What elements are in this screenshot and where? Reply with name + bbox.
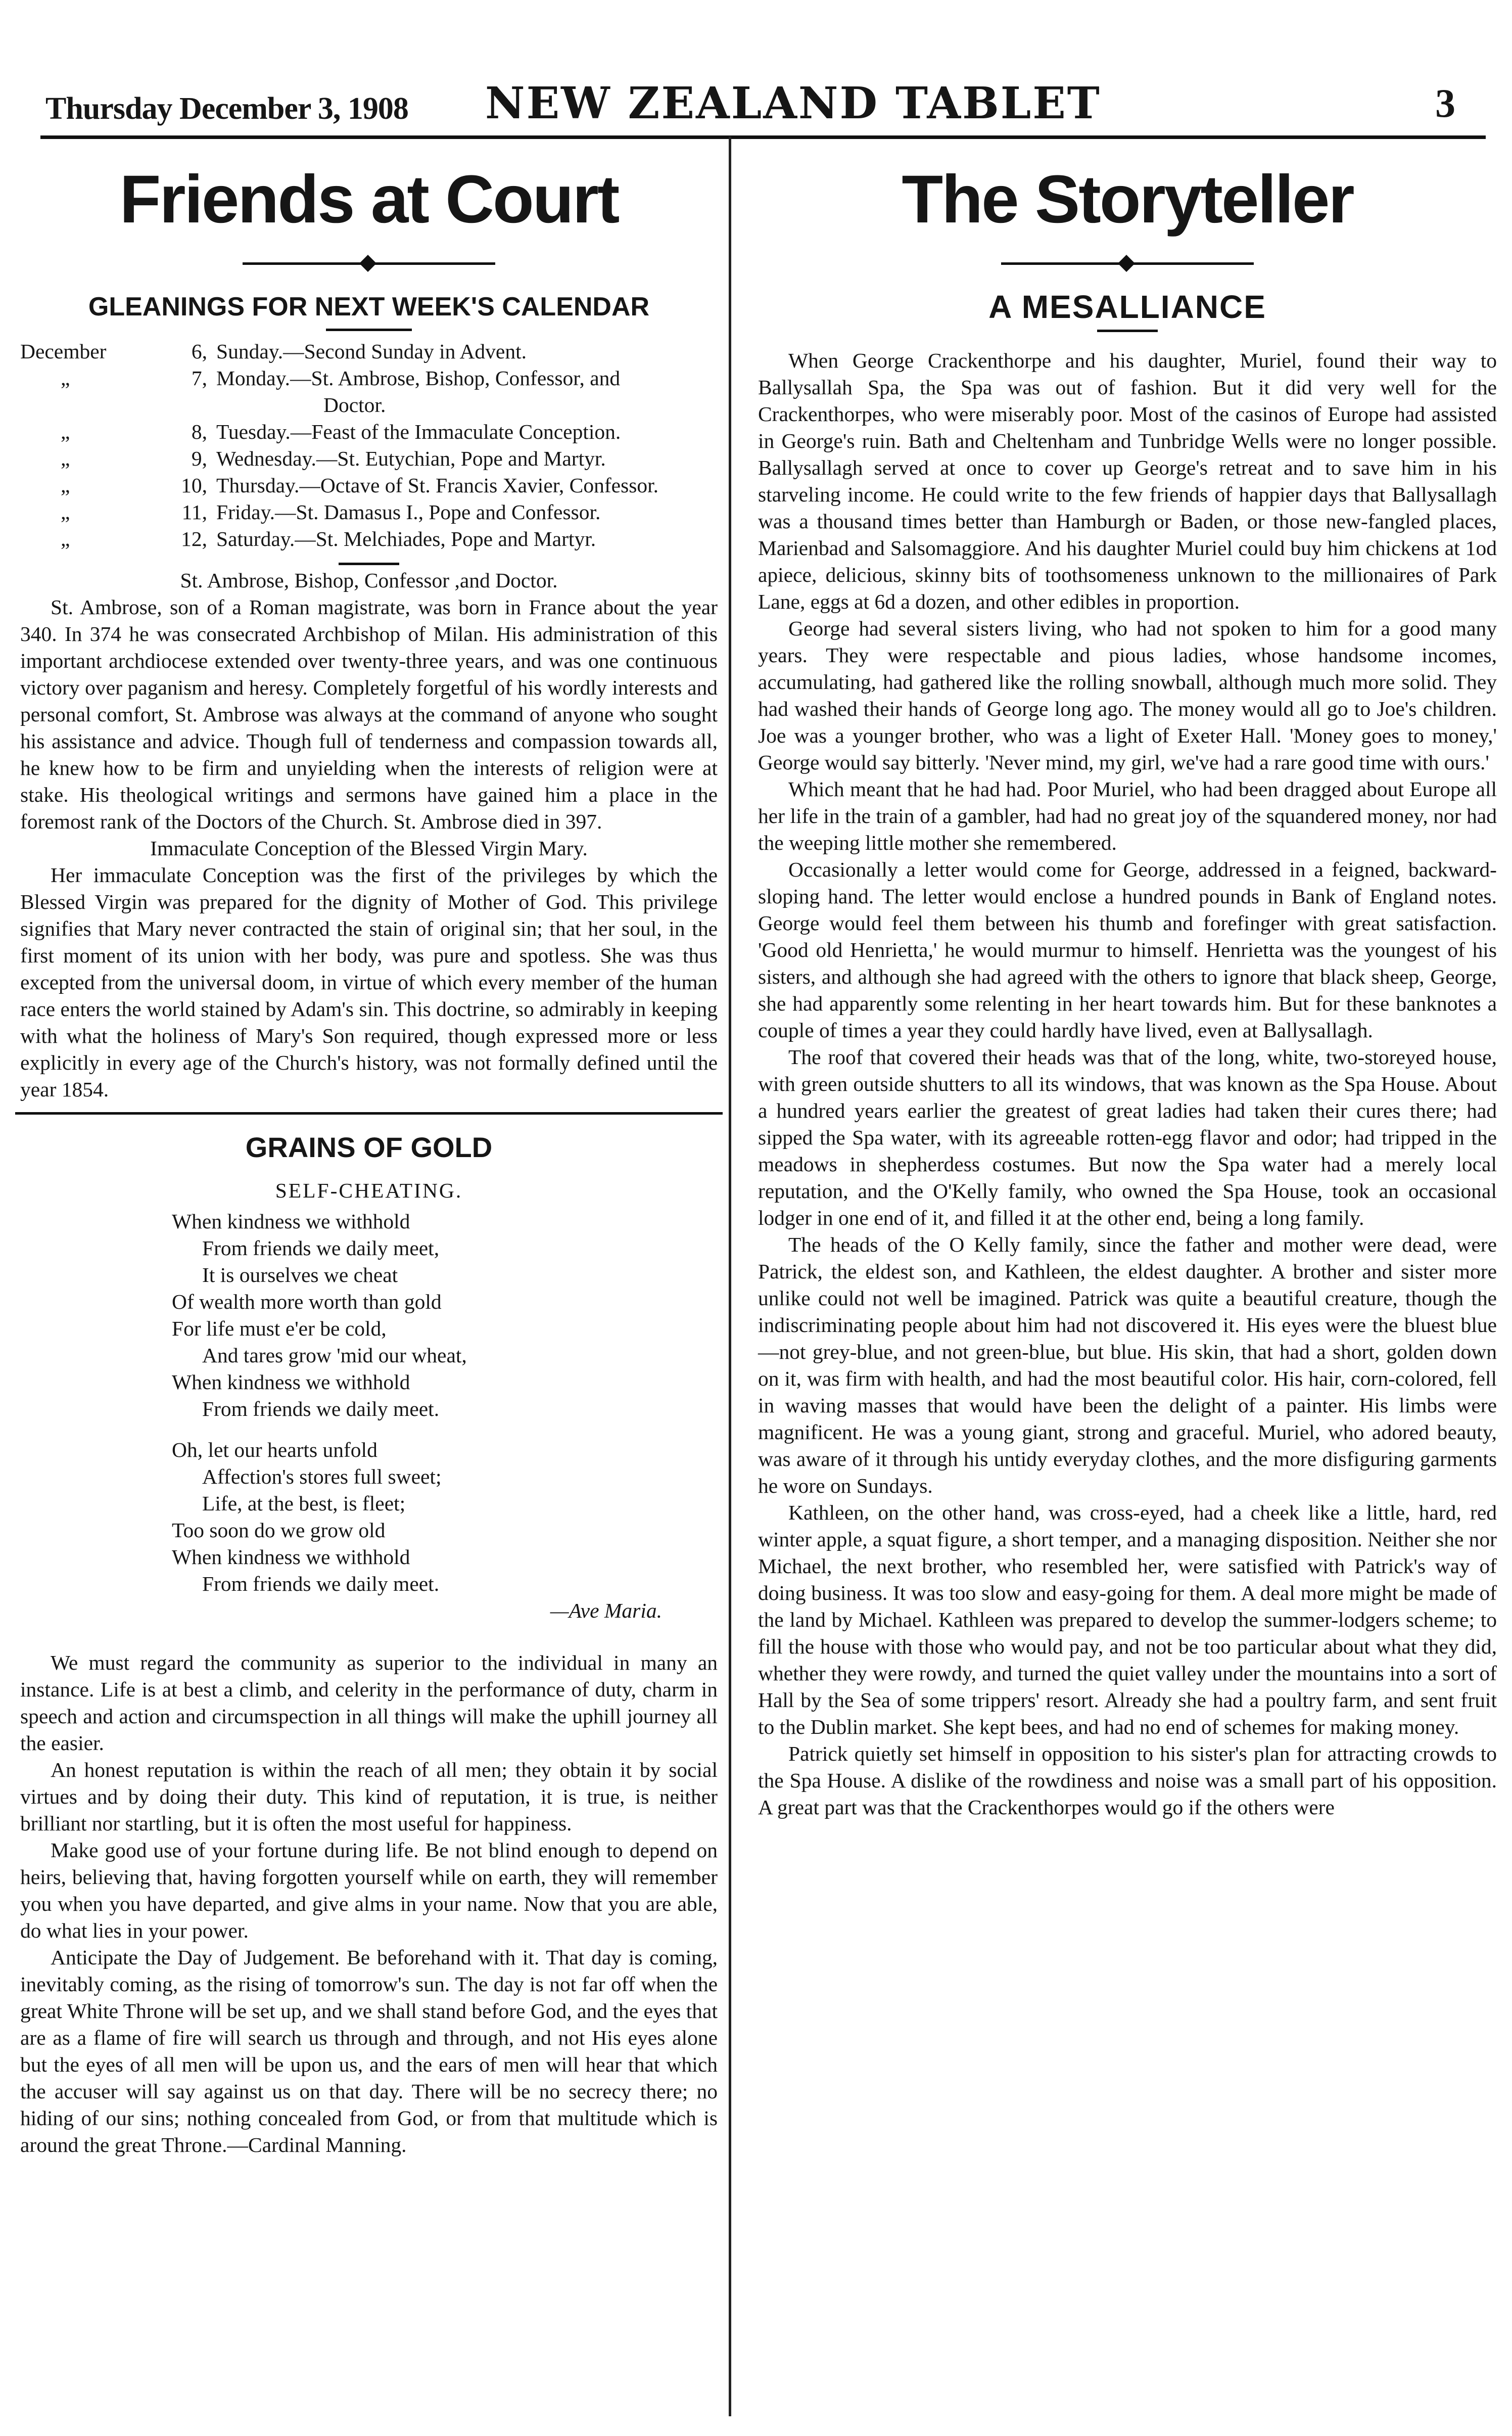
storyteller-heading: The Storyteller	[902, 162, 1353, 237]
section-rule	[15, 1112, 723, 1115]
poem-line: When kindness we withhold	[172, 1545, 410, 1569]
calendar-list	[20, 338, 718, 553]
ornament-divider	[1001, 256, 1254, 271]
story-paragraph: Patrick quietly set himself in opposition to his sister's plan for attracting crowds to the Spa House. A dislike of the rowdiness and noise was a small part of his opposition. A great part was that the Crackenthorpes would go if the others were	[758, 1742, 1497, 1819]
poem-line: Life, at the best, is fleet;	[202, 1492, 406, 1515]
calendar-entry: „ 7, Monday.—St. Ambrose, Bishop, Confessor, and	[61, 366, 621, 390]
immaculate-conception-text: Her immaculate Conception was the first of the privileges by which the Blessed Virgin was prepared for the dignity of Mother of God. This privilege signifies that Mary never contracted the stain of original sin; that her soul, in the first moment of its union with her body, was pure and spotless. She was thus excepted from the universal doom, in virtue of which every member of the human race enters the world stained by Adam's sin. This doctrine, so admirably in keeping with what the holiness of Mary's Son required, though expressed more or less explicitly in every age of the Church's history, was not formally defined until the year 1854.	[20, 863, 718, 1101]
poem-source: —Ave Maria.	[550, 1599, 662, 1622]
story-paragraph: Which meant that he had had. Poor Muriel, who had been dragged about Europe all her life in the train of a gambler, had had no great joy of the squandered money, nor had the weeping little mother she remembered.	[758, 777, 1497, 854]
story-title: A MESALLIANCE	[988, 289, 1266, 325]
poem-line: From friends we daily meet.	[202, 1397, 440, 1420]
calendar-entry: „ 11, Friday.—St. Damasus I., Pope and Confessor.	[61, 500, 601, 524]
issue-date: Thursday December 3, 1908	[45, 91, 408, 126]
story-paragraph: Occasionally a letter would come for George, addressed in a feigned, backward-sloping hand. The letter would enclose a hundred pounds in Bank of England notes. George would feel them between his thumb and forefinger with great satisfaction. 'Good old Henrietta,' he would murmur to himself. Henrietta was the youngest of his sisters, and although she had agreed with the others to ignore that black sheep, George, she had apparently some relenting in her heart towards him. But for these banknotes a couple of times a year they could hardly have lived, even at Ballysallagh.	[758, 858, 1497, 1042]
calendar-heading: GLEANINGS FOR NEXT WEEK'S CALENDAR	[88, 292, 650, 321]
calendar-entry: December 6, Sunday.—Second Sunday in Advent.	[20, 340, 527, 363]
poem-line: Oh, let our hearts unfold	[172, 1438, 377, 1461]
grains-paragraph: An honest reputation is within the reach of all men; they obtain it by social virtues and by doing their duty. This kind of reputation, it is true, is neither brilliant nor startling, but it is often the most useful for happiness.	[20, 1758, 718, 1835]
left-column	[20, 136, 718, 2158]
short-rule	[326, 329, 412, 331]
right-column	[758, 136, 1497, 1821]
diamond-icon	[359, 255, 376, 272]
short-rule	[1097, 330, 1158, 332]
page-number: 3	[1435, 81, 1455, 126]
poem-line: From friends we daily meet.	[202, 1572, 440, 1595]
short-rule	[339, 563, 399, 565]
calendar-entry: „ 12, Saturday.—St. Melchiades, Pope and Martyr.	[61, 527, 596, 550]
poem-line: Too soon do we grow old	[172, 1519, 386, 1542]
poem-title: SELF-CHEATING.	[275, 1179, 463, 1202]
poem-line: And tares grow 'mid our wheat,	[202, 1344, 467, 1367]
story-paragraph: The heads of the O Kelly family, since the father and mother were dead, were Patrick, the eldest son, and Kathleen, the eldest daughter. A brother and sister more unlike could not well be imagined. Patrick was quite a beautiful creature, though the indiscriminating people about him had not discovered it. His eyes were the bluest blue—not grey-blue, and not green-blue, but blue. His skin, that had a short, golden down on it, was firm with health, and had the most beautiful color. His hair, corn-colored, fell in waving masses that would have been the delight of a painter. His limbs were magnificent. He was a young giant, strong and graceful. Muriel, who adored beauty, was aware of it through his untidy everyday clothes, and the more disfiguring garments he wore on Sundays.	[758, 1233, 1497, 1497]
grains-paragraph: We must regard the community as superior to the individual in many an instance. Life is at best a climb, and celerity in the performance of duty, charm in speech and action and circumspection in all things will make the uphill journey all the easier.	[20, 1651, 718, 1755]
grains-of-gold-heading: GRAINS OF GOLD	[245, 1131, 493, 1163]
ornament-divider	[243, 256, 495, 271]
diamond-icon	[1118, 255, 1135, 272]
column-divider	[729, 136, 731, 2416]
story-paragraph: Kathleen, on the other hand, was cross-eyed, had a cheek like a little, hard, red winter apple, a squat figure, a short temper, and a managing disposition. Neither she nor Michael, the next brother, who resembled her, were satisfied with Patrick's way of doing business. It was too slow and easy-going for them. A deal more might be made of the land by Michael. Kathleen was prepared to develop the summer-lodgers scheme; to fill the house with those who would pay, and not be too particular about what they did, whether they were rowdy, and turned the quiet valley under the mountains into a sort of Hall by the Sea of some trippers' resort. Already she had a poultry farm, and sent fruit to the Dublin market. She kept bees, and had no end of schemes for making money.	[758, 1501, 1497, 1738]
poem-line: When kindness we withhold	[172, 1370, 410, 1394]
calendar-entry-continuation: Doctor.	[323, 393, 386, 417]
story-paragraph: George had several sisters living, who had not spoken to him for a good many years. They were respectable and pious ladies, whose handsome incomes, accumulating, had gathered like the rolling snowball, although much more solid. They had washed their hands of George long ago. The money would all go to Joe's children. Joe was a younger brother, who was a light of Exeter Hall. 'Money goes to money,' George would say bitterly. 'Never mind, my girl, we've had a rare good time with ours.'	[758, 617, 1497, 774]
masthead	[40, 76, 1501, 136]
calendar-entry: „ 9, Wednesday.—St. Eutychian, Pope and Martyr.	[61, 447, 606, 470]
grains-paragraph: Anticipate the Day of Judgement. Be beforehand with it. That day is coming, inevitably coming, as the rising of tomorrow's sun. The day is not far off when the great White Throne will be set up, and we shall stand before God, and the eyes that are as a flame of fire will search us through and through, and not His eyes alone but the eyes of all men will be upon us, and the ears of men will hear that which the accuser will say against us on that day. There will be no secrecy there; no hiding of our sins; nothing concealed from God, or from that multitude which is around the great Throne.—Cardinal Manning.	[20, 1946, 718, 2156]
grains-paragraph: Make good use of your fortune during life. Be not blind enough to depend on heirs, believing that, having forgotten yourself while on earth, they will remember you when you have departed, and give alms in your name. Now that you are able, do what lies in your power.	[20, 1839, 718, 1942]
immaculate-conception-title: Immaculate Conception of the Blessed Virgin Mary.	[150, 837, 588, 860]
newspaper-title: NEW ZEALAND TABLET	[485, 78, 1101, 129]
saint-ambrose-title: St. Ambrose, Bishop, Confessor ,and Doctor.	[180, 569, 558, 592]
story-paragraph: When George Crackenthorpe and his daughter, Muriel, found their way to Ballysallah Spa, the Spa was out of fashion. But it did very well for the Crackenthorpes, who were miserably poor. Most of the casinos of Europe had assisted in George's ruin. Bath and Cheltenham and Tunbridge Wells were no longer possible. Ballysallagh served at once to cover up George's retreat and to save him in his starveling income. He could write to the few friends of happier days that Ballysallagh was a thousand times better than Hamburgh or Baden, or those new-fangled places, Marienbad and Salsomaggiore. And his daughter Muriel could buy him chickens at 1od apiece, delicious, skinny bits of toothsomeness unknown to the millionaires of Park Lane, eggs at 6d a dozen, and other edibles in proportion.	[758, 349, 1497, 613]
poem-line: For life must e'er be cold,	[172, 1317, 387, 1340]
poem-line: When kindness we withhold	[172, 1210, 410, 1233]
saint-ambrose-text: St. Ambrose, son of a Roman magistrate, was born in France about the year 340. In 374 he was consecrated Archbishop of Milan. His administration of this important archdiocese extended over twenty-three years, and was one continuous victory over paganism and heresy. Completely forgetful of his wordly interests and personal comfort, St. Ambrose was always at the command of anyone who sought his assistance and advice. Though full of tenderness and compassion towards all, he knew how to be firm and unyielding when the interests of religion were at stake. His theological writings and sermons have gained him a place in the foremost rank of the Doctors of the Church. St. Ambrose died in 397.	[20, 595, 718, 833]
friends-at-court-heading: Friends at Court	[119, 162, 619, 237]
poem-line: Of wealth more worth than gold	[172, 1290, 442, 1313]
poem-line: It is ourselves we cheat	[202, 1263, 398, 1286]
story-paragraph: The roof that covered their heads was that of the long, white, two-storeyed house, with green outside shutters to all its windows, that was known as the Spa House. About a hundred years earlier the greatest of great ladies had taken their cures there; had sipped the Spa water, with its agreeable rotten-egg flavor and odor; had tripped in the meadows in shepherdess costumes. But now the Spa water had a merely local reputation, and the O'Kelly family, who owned the Spa House, took an occasional lodger in one end of it, and filled it at the other end, being a long family.	[758, 1045, 1497, 1229]
calendar-entry: „ 10, Thursday.—Octave of St. Francis Xavier, Confessor.	[61, 474, 659, 497]
poem-line: Affection's stores full sweet;	[202, 1465, 442, 1488]
poem	[172, 1208, 718, 1597]
calendar-entry: „ 8, Tuesday.—Feast of the Immaculate Conception.	[61, 420, 621, 443]
poem-line: From friends we daily meet,	[202, 1236, 440, 1260]
